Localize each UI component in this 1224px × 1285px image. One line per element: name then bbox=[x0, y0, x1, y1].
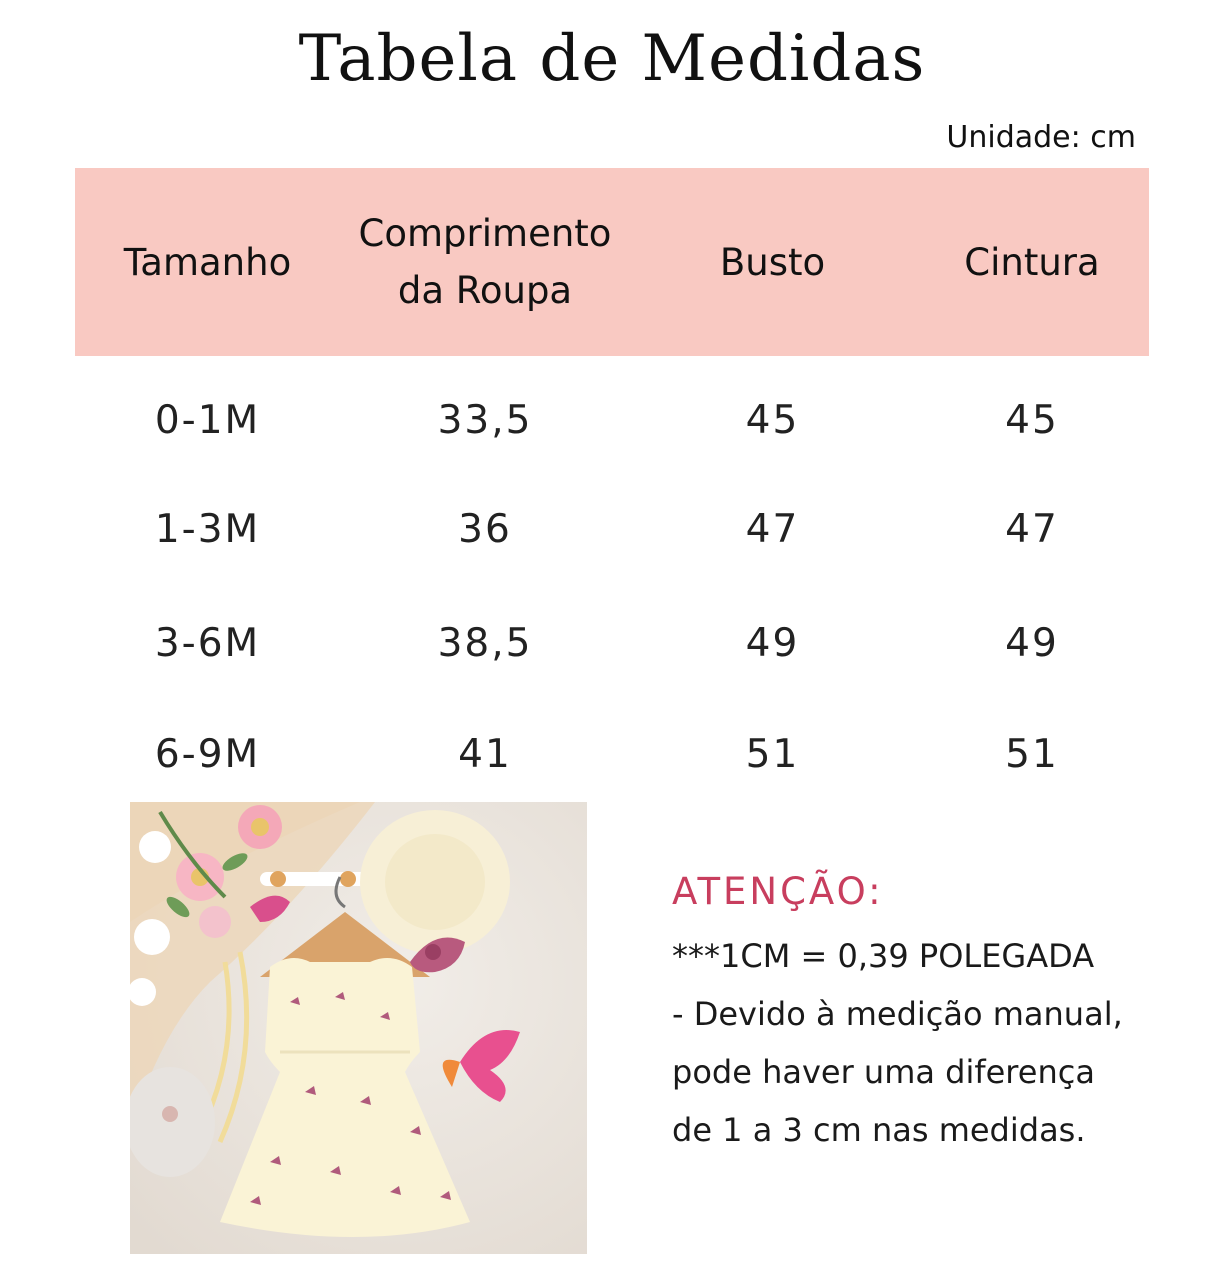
cell-bust: 51 bbox=[745, 731, 800, 777]
cell-length: 33,5 bbox=[437, 397, 533, 443]
unit-label: Unidade: cm bbox=[946, 120, 1136, 155]
cell-length: 38,5 bbox=[437, 620, 533, 666]
cell-size: 3-6M bbox=[154, 620, 261, 666]
dress-illustration bbox=[130, 802, 587, 1254]
cell-size: 0-1M bbox=[154, 397, 261, 443]
cell-size: 1-3M bbox=[154, 506, 261, 552]
attention-note bbox=[672, 870, 1172, 1159]
header-waist-label: Cintura bbox=[964, 240, 1100, 284]
note-line: pode haver uma diferença bbox=[672, 1053, 1095, 1091]
cell-waist: 45 bbox=[1005, 397, 1059, 443]
header-length bbox=[340, 168, 630, 356]
table-row bbox=[75, 719, 1149, 789]
header-waist bbox=[915, 168, 1149, 356]
table-row bbox=[75, 385, 1149, 455]
cell-size: 6-9M bbox=[154, 731, 261, 777]
header-size bbox=[75, 168, 340, 356]
header-length-line2: da Roupa bbox=[397, 269, 573, 312]
header-bust-label: Busto bbox=[719, 240, 826, 284]
note-conversion: ***1CM = 0,39 POLEGADA bbox=[672, 937, 1095, 975]
header-bust bbox=[630, 168, 915, 356]
page-title: Tabela de Medidas bbox=[298, 22, 926, 96]
cell-bust: 49 bbox=[745, 620, 800, 666]
cell-bust: 45 bbox=[745, 397, 800, 443]
note-title: ATENÇÃO: bbox=[672, 870, 884, 913]
header-length-line1: Comprimento bbox=[358, 212, 612, 255]
cell-bust: 47 bbox=[745, 506, 800, 552]
table-row bbox=[75, 608, 1149, 678]
header-size-label: Tamanho bbox=[123, 240, 292, 284]
note-line: de 1 a 3 cm nas medidas. bbox=[672, 1111, 1086, 1149]
cell-waist: 51 bbox=[1005, 731, 1059, 777]
product-photo bbox=[130, 802, 587, 1254]
cell-length: 41 bbox=[458, 731, 512, 777]
table-row bbox=[75, 494, 1149, 564]
cell-length: 36 bbox=[458, 506, 512, 552]
cell-waist: 49 bbox=[1005, 620, 1059, 666]
note-line: - Devido à medição manual, bbox=[672, 995, 1123, 1033]
table-header bbox=[75, 168, 1149, 356]
cell-waist: 47 bbox=[1005, 506, 1059, 552]
